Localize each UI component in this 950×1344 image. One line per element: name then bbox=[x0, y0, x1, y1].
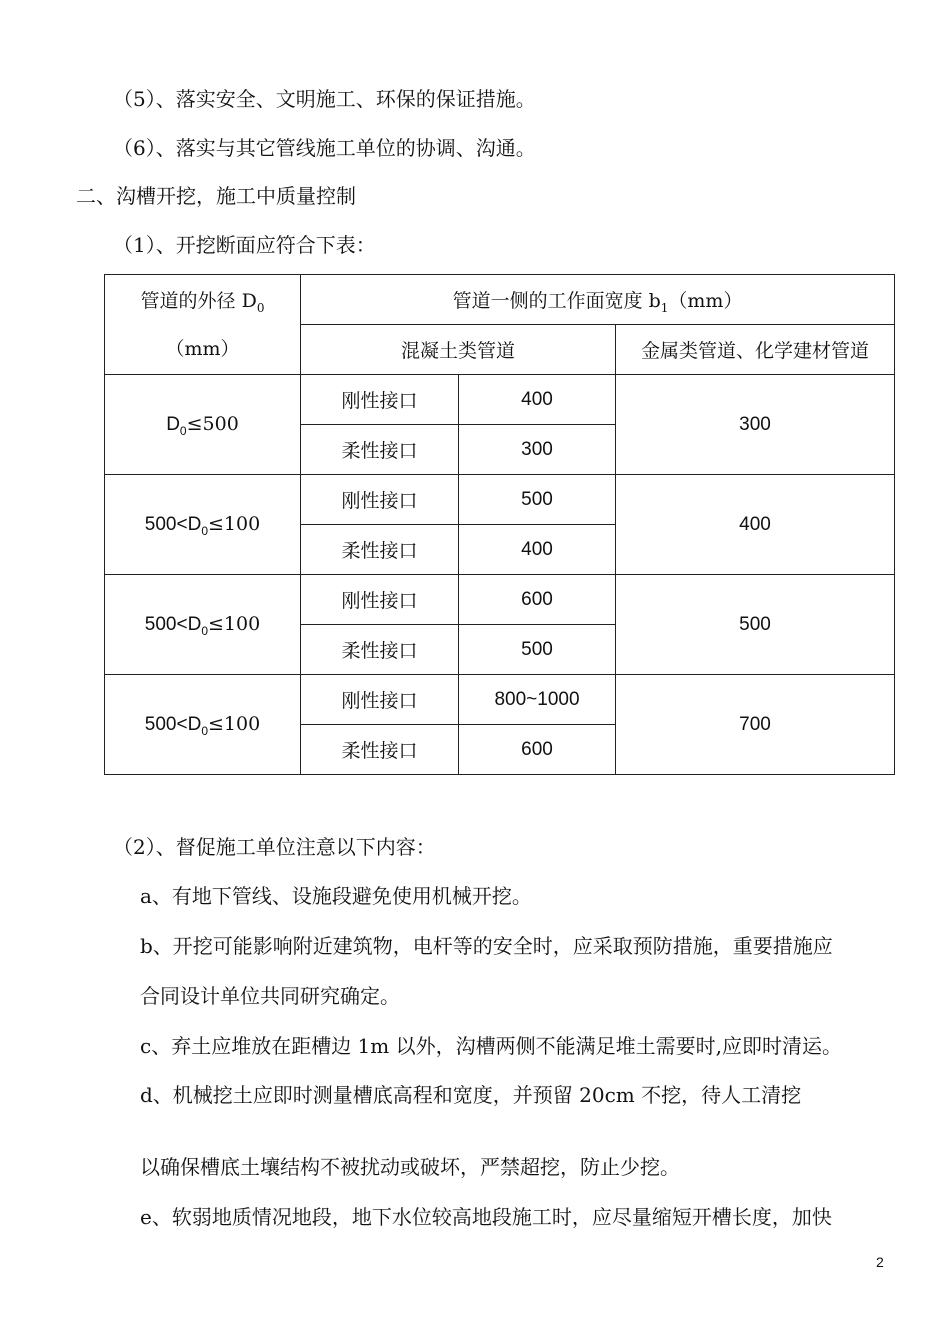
joint-type: 刚性接口 bbox=[301, 375, 459, 425]
header-concrete: 混凝土类管道 bbox=[301, 325, 616, 375]
note-d-line2: 以确保槽底土壤结构不被扰动或破坏，严禁超挖，防止少挖。 bbox=[140, 1155, 680, 1179]
metal-width: 400 bbox=[616, 475, 895, 575]
metal-width: 500 bbox=[616, 575, 895, 675]
item-6: （6）、落实与其它管线施工单位的协调、沟通。 bbox=[113, 136, 536, 160]
header-diameter: 管道的外径 D bbox=[140, 289, 257, 312]
note-e-line1: e、软弱地质情况地段，地下水位较高地段施工时，应尽量缩短开槽长度，加快 bbox=[140, 1205, 832, 1229]
note-d-line1: d、机械挖土应即时测量槽底高程和宽度，并预留 20cm 不挖，待人工清挖 bbox=[140, 1083, 802, 1107]
header-width-sub: 1 bbox=[660, 301, 669, 315]
page-number: 2 bbox=[876, 1254, 884, 1270]
concrete-width: 600 bbox=[459, 575, 616, 625]
table-row bbox=[105, 475, 895, 525]
concrete-width: 800~1000 bbox=[459, 675, 616, 725]
header-diameter-cell bbox=[105, 275, 301, 375]
header-metal: 金属类管道、化学建材管道 bbox=[616, 325, 895, 375]
joint-type: 刚性接口 bbox=[301, 475, 459, 525]
section-heading: 二、沟槽开挖，施工中质量控制 bbox=[76, 184, 356, 208]
header-width: 管道一侧的工作面宽度 b bbox=[452, 290, 661, 312]
diameter-range: $500<D_0\le 100$ bbox=[105, 675, 301, 775]
metal-width: 700 bbox=[616, 675, 895, 775]
concrete-width: 400 bbox=[459, 375, 616, 425]
header-width-unit: （mm） bbox=[668, 290, 743, 312]
table-row bbox=[105, 375, 895, 425]
table-row bbox=[105, 675, 895, 725]
joint-type: 刚性接口 bbox=[301, 675, 459, 725]
header-width-cell bbox=[301, 275, 895, 325]
concrete-width: 500 bbox=[459, 475, 616, 525]
table-intro: （1）、开挖断面应符合下表： bbox=[113, 233, 376, 257]
diameter-range: $500<D_0\le 100$ bbox=[105, 475, 301, 575]
joint-type: 柔性接口 bbox=[301, 625, 459, 675]
concrete-width: 500 bbox=[459, 625, 616, 675]
diameter-range: $500<D_0\le 100$ bbox=[105, 575, 301, 675]
joint-type: 刚性接口 bbox=[301, 575, 459, 625]
notes-intro: （2）、督促施工单位注意以下内容： bbox=[113, 835, 436, 859]
concrete-width: 600 bbox=[459, 725, 616, 775]
note-b-line1: b、开挖可能影响附近建筑物，电杆等的安全时，应采取预防措施，重要措施应 bbox=[140, 934, 833, 958]
joint-type: 柔性接口 bbox=[301, 525, 459, 575]
diameter-range: $D_0\le 500$ bbox=[105, 375, 301, 475]
table-row bbox=[105, 575, 895, 625]
joint-type: 柔性接口 bbox=[301, 725, 459, 775]
item-5: （5）、落实安全、文明施工、环保的保证措施。 bbox=[113, 87, 536, 111]
metal-width: 300 bbox=[616, 375, 895, 475]
joint-type: 柔性接口 bbox=[301, 425, 459, 475]
header-diameter-unit: （mm） bbox=[165, 337, 240, 360]
note-a: a、有地下管线、设施段避免使用机械开挖。 bbox=[140, 884, 532, 908]
concrete-width: 300 bbox=[459, 425, 616, 475]
header-diameter-sub: 0 bbox=[256, 300, 265, 315]
note-b-line2: 合同设计单位共同研究确定。 bbox=[140, 984, 400, 1008]
concrete-width: 400 bbox=[459, 525, 616, 575]
note-c: c、弃土应堆放在距槽边 1m 以外，沟槽两侧不能满足堆土需要时,应即时清运。 bbox=[140, 1034, 842, 1058]
excavation-width-table bbox=[104, 274, 895, 775]
